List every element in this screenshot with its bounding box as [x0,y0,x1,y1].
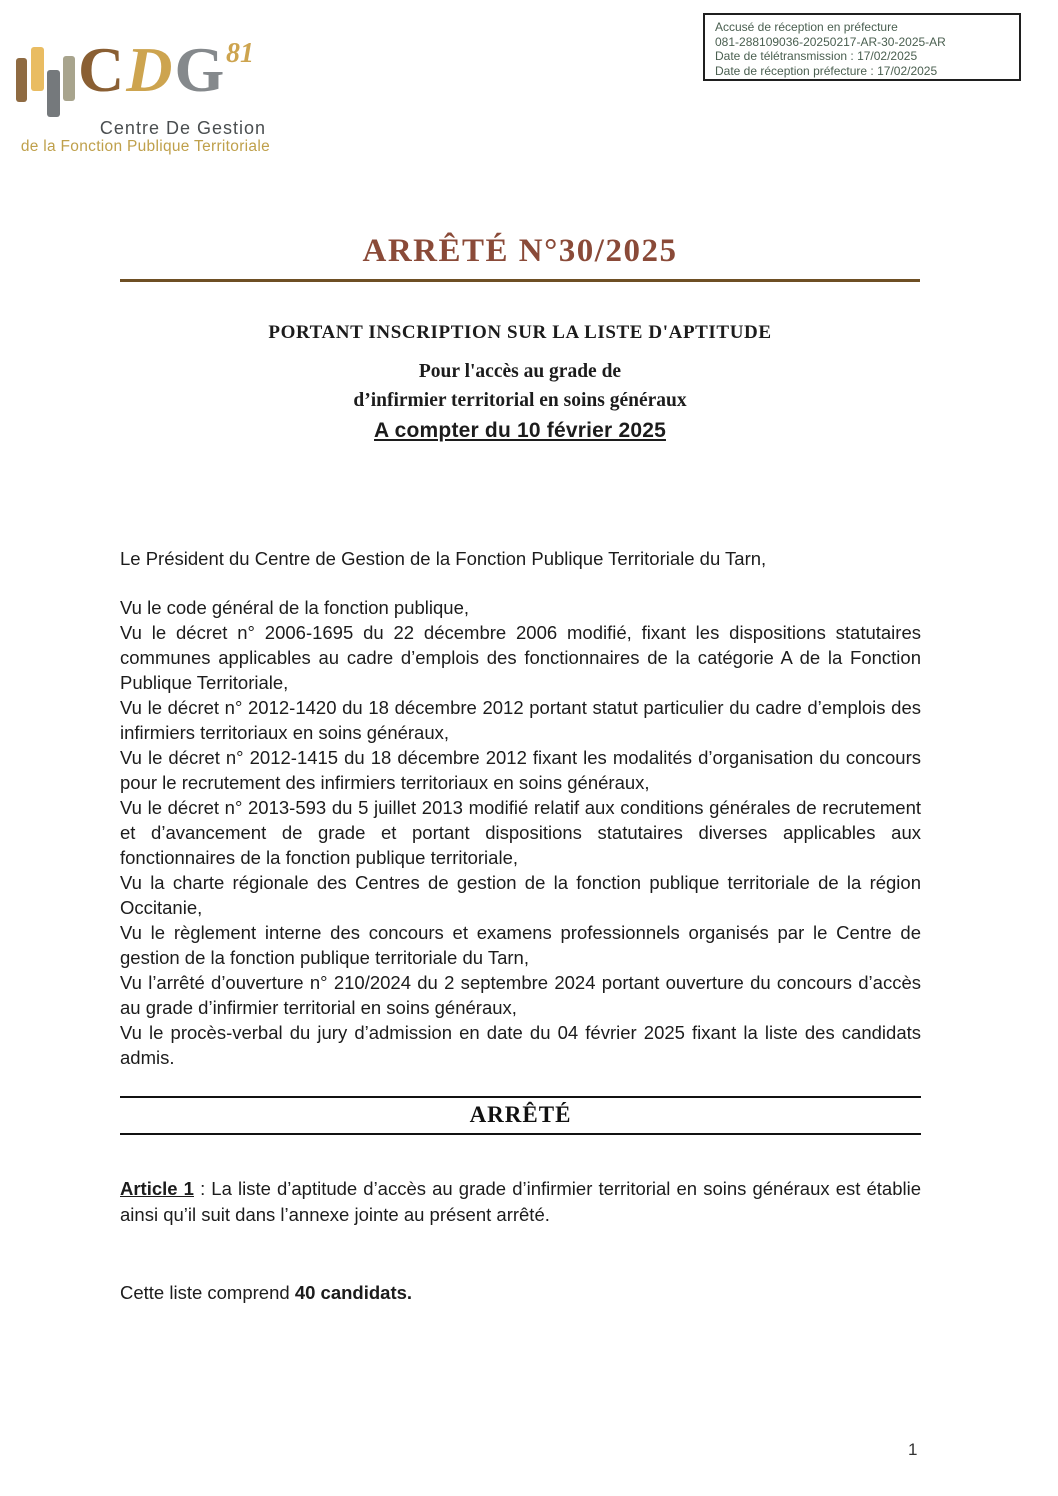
recital-paragraph: Vu le décret n° 2006-1695 du 22 décembre 2006 modifié, fixant les dispositions statutaires communes applicables au cadre d’emplois des fonctionnaires de la catégorie A de la Fonction Publique Territoriale, [120,622,921,693]
closing-candidate-count: 40 candidats. [294,1282,413,1303]
logo-letter-d: D [126,34,175,105]
subtitle-effective-date: A compter du 10 février 2025 [374,419,666,442]
intro-paragraph: Le Président du Centre de Gestion de la Fonction Publique Territoriale du Tarn, [120,548,767,569]
recital-paragraph: Vu le règlement interne des concours et examens professionnels organisés par le Centre de gestion de la fonction publique territoriale du Tarn, [120,922,921,968]
org-name-line1: Centre De Gestion [99,118,266,138]
document-title: ARRÊTÉ N°30/2025 [362,233,678,269]
article-block [120,1176,921,1306]
stamp-line: 081-288109036-20250217-AR-30-2025-AR [715,34,946,49]
recital-paragraph: Vu le procès-verbal du jury d’admission en date du 04 février 2025 fixant la liste des candidats admis. [120,1022,921,1068]
title-block [120,233,920,282]
recitals-list [120,595,921,1070]
section-banner-arrete [120,1096,921,1135]
closing-paragraph [120,1280,921,1306]
body-block [120,546,921,1070]
recital-paragraph: Vu le décret n° 2012-1420 du 18 décembre 2012 portant statut particulier du cadre d’emplois des infirmiers territoriaux en soins généraux, [120,697,921,743]
prefecture-reception-stamp [703,13,1021,81]
stamp-line: Accusé de réception en préfecture [715,20,898,34]
subtitle-line-3: d’infirmier territorial en soins généraux [353,390,687,411]
recital-paragraph: Vu le décret n° 2012-1415 du 18 décembre 2012 fixant les modalités d’organisation du concours pour le recrutement des infirmiers territoriaux en soins généraux, [120,747,921,793]
title-rule [120,279,920,282]
subtitle-block [120,322,920,443]
recital-paragraph: Vu le décret n° 2013-593 du 5 juillet 2013 modifié relatif aux conditions générales de recrutement et d’avancement de grade et portant dispositions statutaires diverses applicables aux fonctionnaires de la fonction publique territoriale, [120,797,921,868]
recital-paragraph: Vu la charte régionale des Centres de gestion de la fonction publique territoriale de la région Occitanie, [120,872,921,918]
article-1-label: Article 1 [120,1178,194,1199]
page-number: 1 [908,1440,918,1459]
org-name-line2: de la Fonction Publique Territoriale [20,138,270,155]
stamp-line: Date de télétransmission : 17/02/2025 [715,49,918,63]
logo-bar-khaki [63,56,75,101]
recital-paragraph: Vu le code général de la fonction publique, [120,597,470,618]
logo-letter-c: C [78,34,127,105]
logo-department-number: 81 [226,38,254,69]
logo-bar-brown [16,58,27,102]
subtitle-line-2: Pour l'accès au grade de [418,361,622,382]
recital-paragraph: Vu l’arrêté d’ouverture n° 210/2024 du 2 septembre 2024 portant ouverture du concours d’accès au grade d’infirmier territorial en soins généraux, [120,972,921,1018]
logo-letter-g: G [174,34,227,105]
article-1-paragraph [120,1176,921,1227]
logo-acronym [78,34,227,105]
stamp-line: Date de réception préfecture : 17/02/2025 [715,63,938,78]
subtitle-line-1: PORTANT INSCRIPTION SUR LA LISTE D'APTITUDE [268,322,772,343]
article-1-text: : La liste d’aptitude d’accès au grade d’infirmier territorial en soins généraux est établie ainsi qu’il suit dans l’annexe jointe au présent arrêté. [120,1178,921,1225]
cdg81-logo [14,36,274,161]
closing-text: Cette liste comprend [120,1282,295,1303]
logo-bar-gray [47,70,60,117]
logo-bar-gold [31,47,44,91]
section-header-label: ARRÊTÉ [469,1102,572,1127]
